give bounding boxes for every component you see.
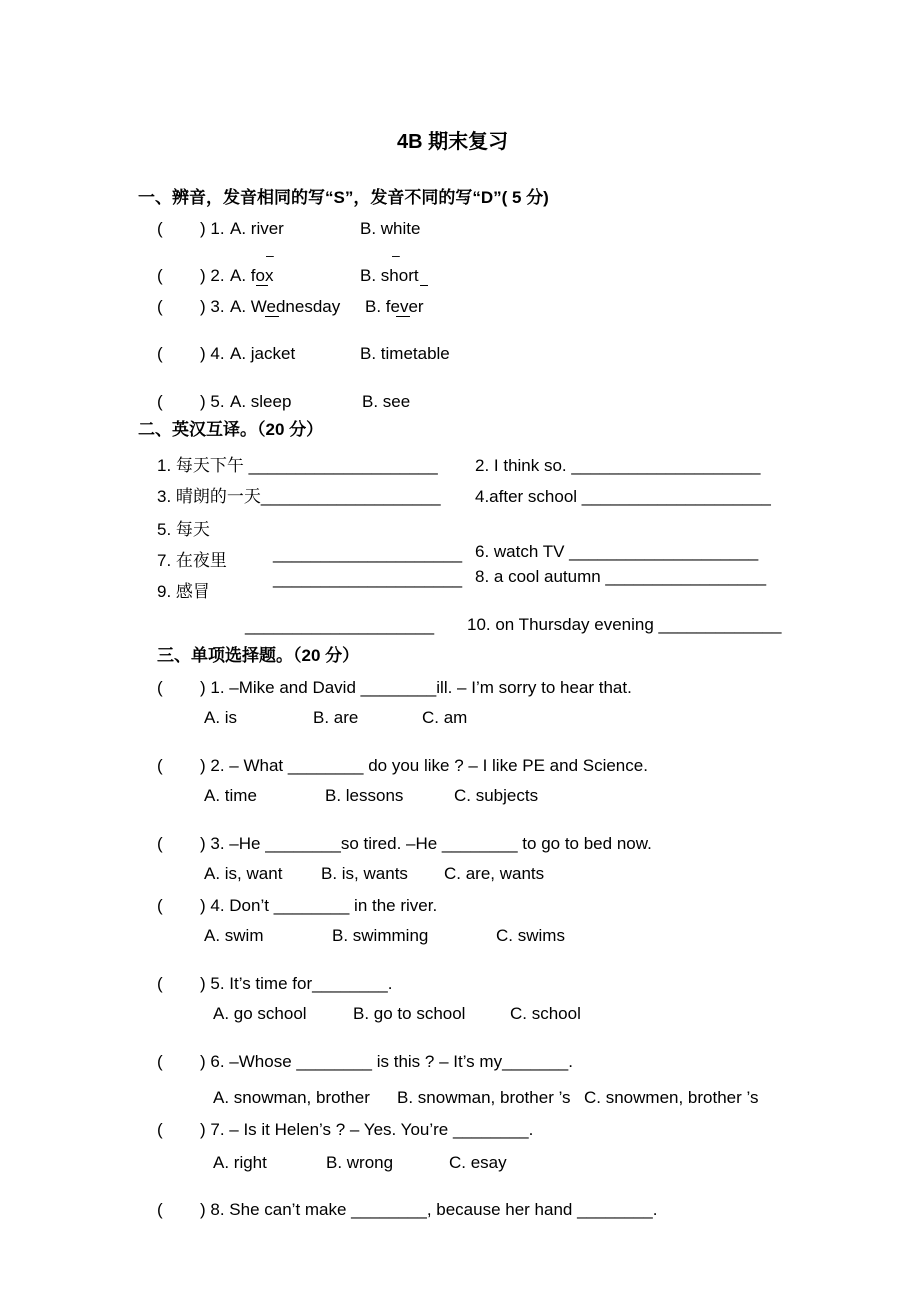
- item-number: ) 4.: [200, 344, 225, 363]
- option-b: B. wrong: [326, 1153, 394, 1172]
- option-b: B. is, wants: [321, 864, 408, 883]
- option-c: C. am: [422, 708, 468, 727]
- option-a: A. swim: [204, 926, 264, 945]
- option-c: C. subjects: [454, 786, 539, 805]
- underline-mark: [420, 285, 428, 286]
- question-text: ) 4. Don’t ________ in the river.: [200, 896, 438, 915]
- question-text: ) 8. She can’t make ________, because her hand ________.: [200, 1200, 658, 1219]
- page-title: 4B 期末复习: [397, 131, 509, 153]
- option-a: A. is: [204, 708, 238, 727]
- translation-item-3: 3. 晴朗的一天___________________: [157, 487, 441, 506]
- question-text: ) 6. –Whose ________ is this ? – It’s my_______.: [200, 1052, 573, 1071]
- option-c: C. snowmen, brother ’s: [584, 1088, 759, 1107]
- translation-item-1: 1. 每天下午 ____________________: [157, 456, 438, 475]
- option-a: A. river: [230, 219, 284, 238]
- answer-paren: (: [157, 344, 163, 363]
- question-text: ) 5. It’s time for________.: [200, 974, 393, 993]
- option-a: A. fox: [230, 266, 274, 285]
- item-number: ) 5.: [200, 392, 225, 411]
- answer-paren: (: [157, 297, 163, 316]
- answer-blank: ____________________: [245, 616, 435, 635]
- translation-item-6: 6. watch TV ____________________: [475, 542, 759, 561]
- option-a: A. is, want: [204, 864, 283, 883]
- option-a: A. time: [204, 786, 257, 805]
- question-text: ) 2. – What ________ do you like ? – I like PE and Science.: [200, 756, 648, 775]
- answer-blank: ____________________: [273, 569, 463, 588]
- option-c: C. esay: [449, 1153, 507, 1172]
- translation-item-10: 10. on Thursday evening _____________: [467, 615, 782, 634]
- answer-paren: (: [157, 678, 163, 697]
- option-b: B. swimming: [332, 926, 429, 945]
- question-text: ) 1. –Mike and David ________ill. – I’m sorry to hear that.: [200, 678, 632, 697]
- option-b: B. are: [313, 708, 359, 727]
- section1-heading: 一、辨音，发音相同的写“S”，发音不同的写“D”( 5 分): [138, 188, 549, 207]
- item-number: ) 2.: [200, 266, 225, 285]
- translation-item-5: 5. 每天: [157, 520, 210, 539]
- option-a: A. sleep: [230, 392, 292, 411]
- question-text: ) 7. – Is it Helen’s ? – Yes. You’re ________.: [200, 1120, 534, 1139]
- option-b: B. fever: [365, 297, 424, 316]
- answer-paren: (: [157, 834, 163, 853]
- answer-paren: (: [157, 392, 163, 411]
- translation-item-9: 9. 感冒: [157, 582, 210, 601]
- translation-item-7: 7. 在夜里: [157, 551, 227, 570]
- translation-item-4: 4.after school ____________________: [475, 487, 771, 506]
- item-number: ) 3.: [200, 297, 225, 316]
- translation-item-8: 8. a cool autumn _________________: [475, 567, 767, 586]
- section3-heading: 三、单项选择题。（20 分）: [157, 646, 360, 665]
- option-c: C. school: [510, 1004, 581, 1023]
- option-b: B. timetable: [360, 344, 450, 363]
- translation-item-2: 2. I think so. ____________________: [475, 456, 761, 475]
- option-a: A. Wednesday: [230, 297, 341, 316]
- question-text: ) 3. –He ________so tired. –He ________ to go to bed now.: [200, 834, 652, 853]
- answer-paren: (: [157, 219, 163, 238]
- option-c: C. are, wants: [444, 864, 545, 883]
- answer-paren: (: [157, 266, 163, 285]
- option-b: B. see: [362, 392, 411, 411]
- underline-mark: –: [266, 247, 274, 263]
- item-number: ) 1.: [200, 219, 225, 238]
- option-b: B. short: [360, 266, 419, 285]
- answer-paren: (: [157, 756, 163, 775]
- answer-paren: (: [157, 1052, 163, 1071]
- option-b: B. white: [360, 219, 421, 238]
- option-b: B. go to school: [353, 1004, 466, 1023]
- option-b: B. snowman, brother ’s: [397, 1088, 571, 1107]
- answer-paren: (: [157, 1120, 163, 1139]
- option-a: A. snowman, brother: [213, 1088, 370, 1107]
- answer-paren: (: [157, 974, 163, 993]
- section2-heading: 二、英汉互译。（20 分）: [138, 420, 324, 439]
- option-a: A. jacket: [230, 344, 296, 363]
- underline-mark: [256, 285, 268, 286]
- answer-paren: (: [157, 896, 163, 915]
- underline-mark: [396, 316, 410, 317]
- answer-blank: ____________________: [273, 544, 463, 563]
- option-b: B. lessons: [325, 786, 404, 805]
- answer-paren: (: [157, 1200, 163, 1219]
- underline-mark: [265, 316, 279, 317]
- option-a: A. right: [213, 1153, 267, 1172]
- underline-mark: –: [392, 247, 400, 263]
- option-c: C. swims: [496, 926, 565, 945]
- option-a: A. go school: [213, 1004, 307, 1023]
